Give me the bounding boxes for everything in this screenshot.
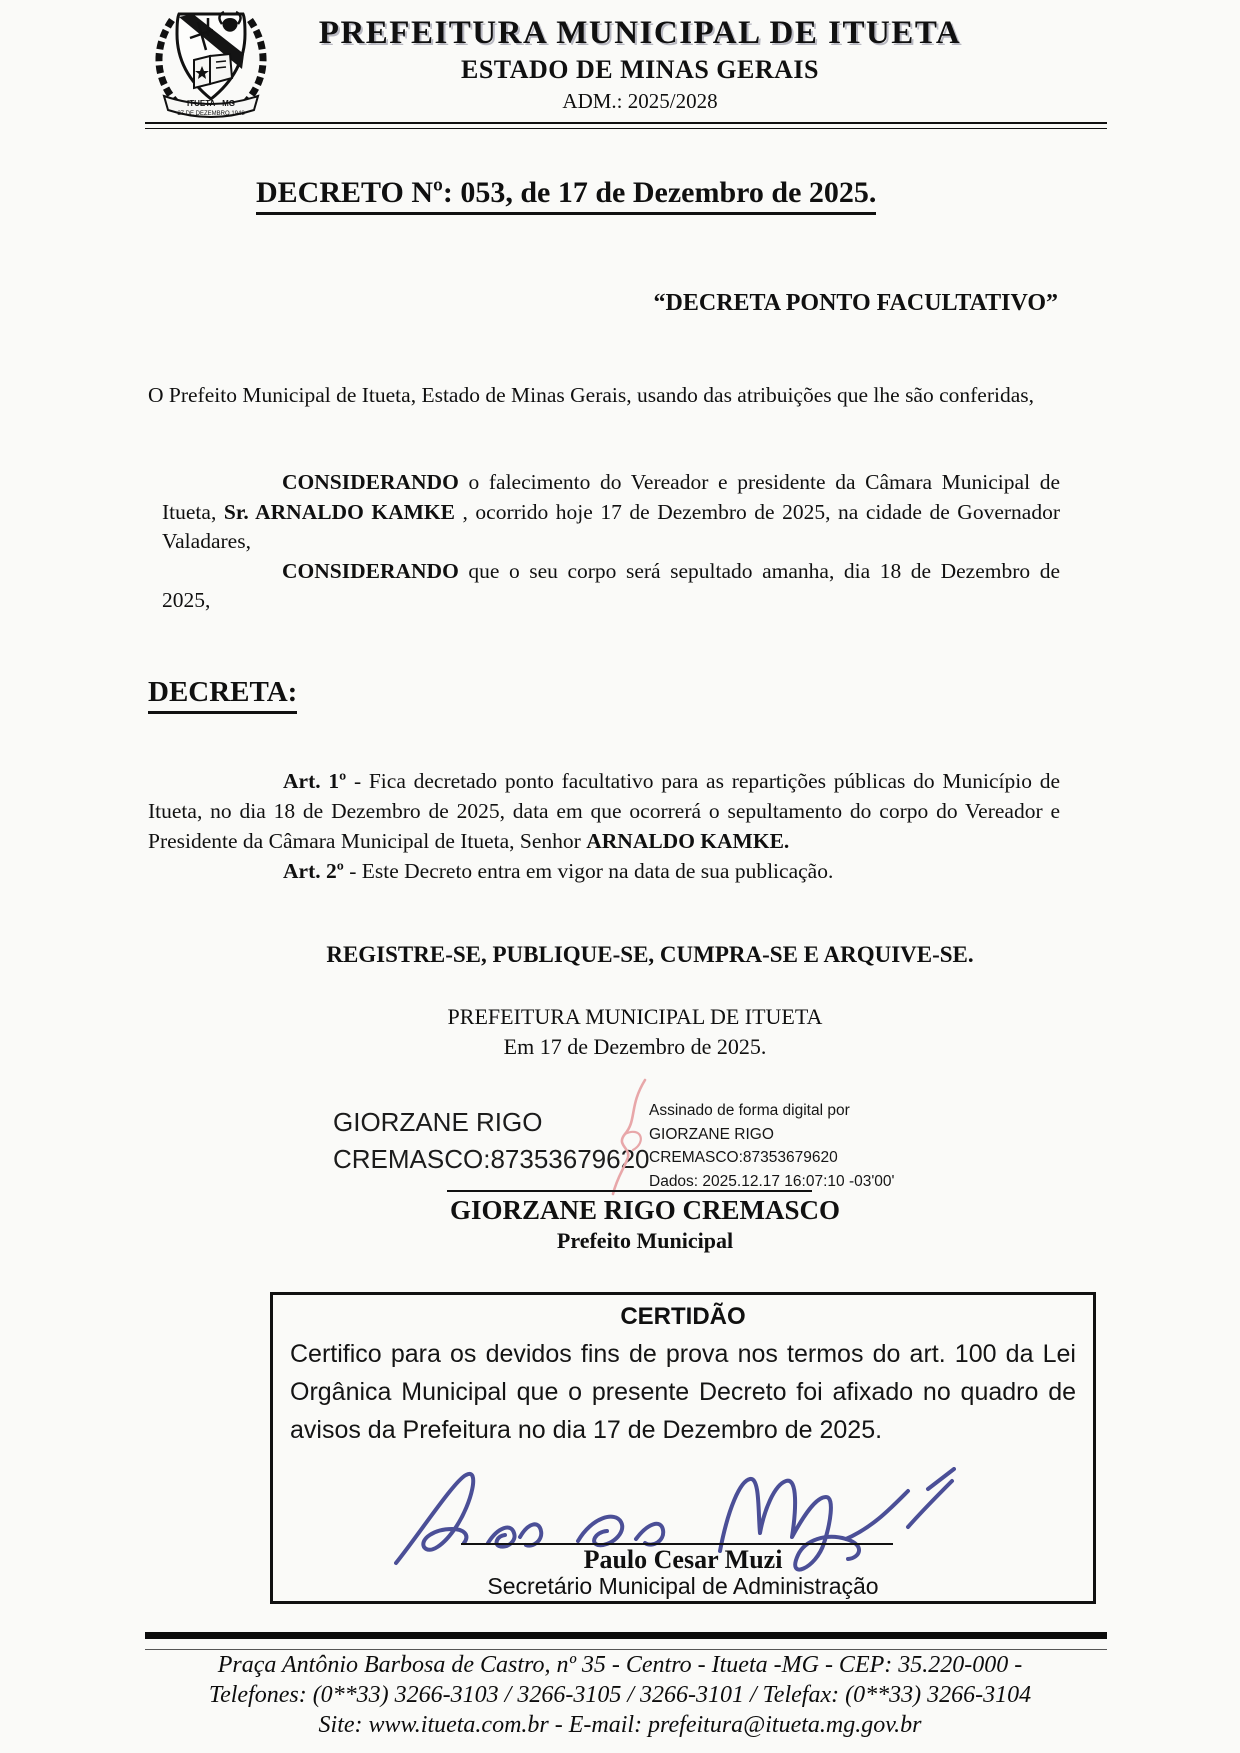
footer-block — [135, 1650, 1105, 1740]
secretary-role: Secretário Municipal de Administração — [487, 1573, 879, 1599]
letterhead — [270, 14, 1010, 114]
decree-title: DECRETO Nº: 053, de 17 de Dezembro de 2025. — [256, 176, 876, 215]
digital-signature-subject-line2: CREMASCO:87353679620 — [333, 1144, 650, 1174]
considering2-keyword: CONSIDERANDO — [282, 558, 459, 583]
laurel-right — [246, 20, 263, 102]
digital-signature-details-line1: Assinado de forma digital por — [649, 1102, 850, 1119]
footer-contacts: Site: www.itueta.com.br - E-mail: prefeitura@itueta.mg.gov.br — [318, 1712, 922, 1738]
place-line: PREFEITURA MUNICIPAL DE ITUETA — [447, 1004, 823, 1029]
banner-motto: 27 DE DEZEMBRO 1948 — [177, 111, 245, 117]
banner-text: ITUETA - MG — [187, 99, 235, 108]
considering1-text2: , ocorrido hoje 17 de Dezembro de 2025, na cidade de Governador Valadares, — [162, 499, 1060, 553]
considering-section — [162, 468, 1060, 616]
letterhead-title: PREFEITURA MUNICIPAL DE ITUETA — [318, 15, 962, 51]
digital-signature-details — [649, 1099, 895, 1194]
mayor-role: Prefeito Municipal — [556, 1228, 734, 1253]
laurel-left — [159, 20, 176, 102]
article2-number: Art. 2º — [283, 859, 344, 883]
considering-paragraph-1 — [162, 468, 1060, 557]
decreta-heading: DECRETA: — [148, 676, 297, 714]
digital-signature-details-line3: CREMASCO:87353679620 — [649, 1149, 838, 1167]
article1-number: Art. 1º — [283, 769, 347, 793]
article1-text: - Fica decretado ponto facultativo para as repartições públicas do Município de Itueta, no dia 18 de Dezembro de 2025, data em que ocorrerá o sepultamento do corpo do Vereador e Presidente da Câmara Municipal de Itueta, Senhor — [148, 769, 1060, 853]
considering2-text: que o seu corpo será sepultado amanha, dia 18 de Dezembro de 2025, — [162, 558, 1060, 612]
intro-paragraph: O Prefeito Municipal de Itueta, Estado de Minas Gerais, usando das atribuições que lhe são conferidas, — [148, 383, 1035, 407]
certificate-body: Certifico para os devidos fins de prova nos termos do art. 100 da Lei Orgânica Municipal que o presente Decreto foi afixado no quadro de avisos da Prefeitura no dia 17 de Dezembro de 2025. — [290, 1340, 1076, 1444]
letterhead-adm: ADM.: 2025/2028 — [562, 89, 718, 113]
considering1-keyword: CONSIDERANDO — [282, 470, 459, 494]
footer-address: Praça Antônio Barbosa de Castro, nº 35 - Centro - Itueta -MG - CEP: 35.220-000 - — [217, 1652, 1023, 1678]
article-1 — [148, 766, 1060, 856]
digital-signature-subject — [333, 1104, 650, 1178]
signature-rule — [447, 1190, 812, 1192]
article1-name: ARNALDO KAMKE. — [586, 829, 790, 853]
municipal-coat-of-arms-icon — [146, 6, 276, 126]
considering-paragraph-2 — [162, 557, 1060, 616]
digital-signature-details-line2: GIORZANE RIGO — [649, 1125, 774, 1143]
mayor-name: GIORZANE RIGO CREMASCO — [449, 1195, 841, 1225]
decree-subject: “DECRETA PONTO FACULTATIVO” — [653, 290, 1058, 316]
article-2 — [148, 856, 1060, 886]
secretary-name: Paulo Cesar Muzi — [583, 1545, 783, 1574]
articles-section — [148, 766, 1060, 886]
digital-signature-subject-line1: GIORZANE RIGO — [333, 1107, 543, 1137]
considering1-name: Sr. ARNALDO KAMKE — [223, 499, 455, 524]
footer-divider — [145, 1632, 1107, 1650]
article2-text: - Este Decreto entra em vigor na data de sua publicação. — [343, 859, 834, 883]
letterhead-state: ESTADO DE MINAS GERAIS — [461, 55, 819, 84]
closing-line: REGISTRE-SE, PUBLIQUE-SE, CUMPRA-SE E ARQUIVE-SE. — [326, 942, 974, 967]
footer-phones: Telefones: (0**33) 3266-3103 / 3266-3105 / 3266-3101 / Telefax: (0**33) 3266-3104 — [208, 1682, 1032, 1708]
digital-signature-details-line4: Dados: 2025.12.17 16:07:10 -03'00' — [649, 1173, 895, 1191]
considering1-text: o falecimento do Vereador e presidente da Câmara Municipal de Itueta, — [162, 470, 1060, 524]
place-date-block — [175, 1002, 1095, 1062]
date-line: Em 17 de Dezembro de 2025. — [503, 1034, 767, 1059]
letterhead-divider — [145, 122, 1107, 129]
certificate-title: CERTIDÃO — [620, 1303, 746, 1330]
certificate-box — [270, 1292, 1096, 1604]
